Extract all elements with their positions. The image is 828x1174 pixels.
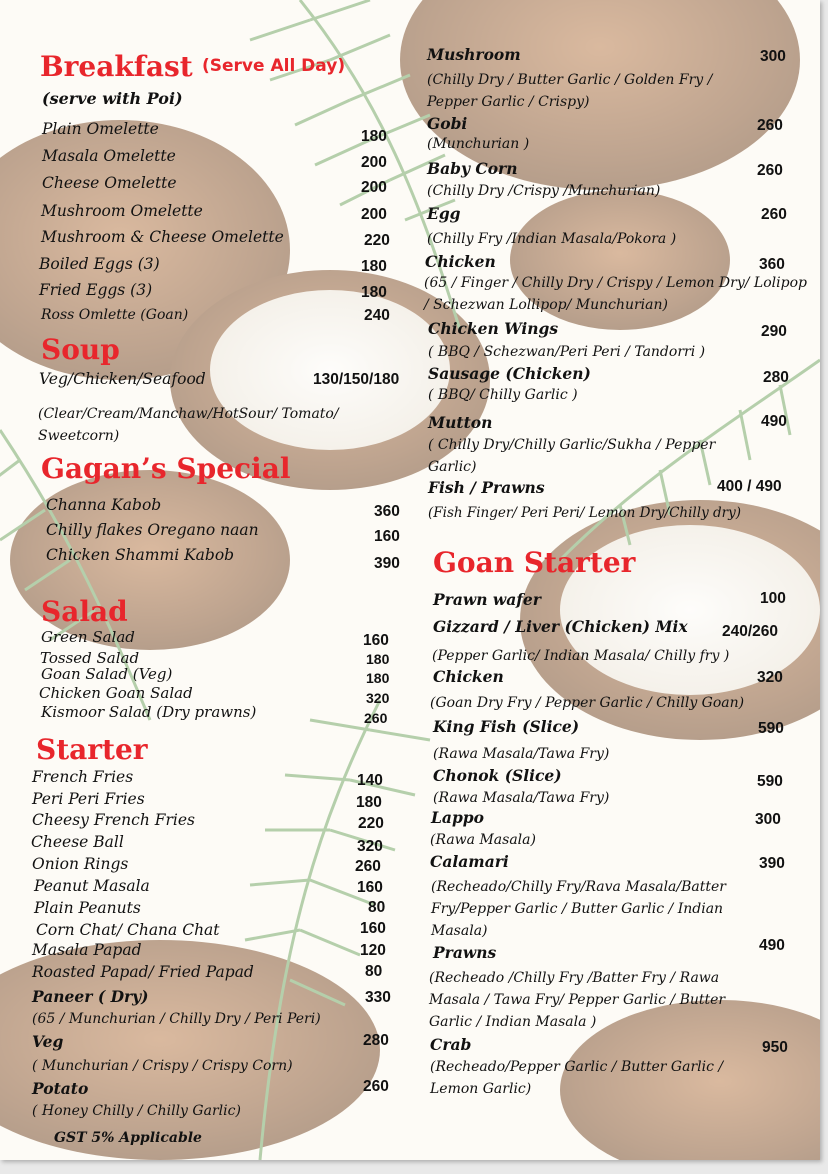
menu-item-name: Cheese Ball [31,833,124,851]
menu-item-options: (65 / Munchurian / Chilly Dry / Peri Peri) [32,1011,321,1027]
menu-item-options: (Fish Finger/ Peri Peri/ Lemon Dry/Chilly dry) [428,505,741,521]
menu-item-price: 240/260 [722,623,779,640]
menu-item-options: (Pepper Garlic/ Indian Masala/ Chilly fry ) [432,648,730,664]
menu-item-name: Chicken Goan Salad [39,684,193,702]
menu-item-price: 280 [763,369,789,386]
menu-item-name: Gizzard / Liver (Chicken) Mix [433,617,688,636]
menu-item-options: (Chilly Dry / Butter Garlic / Golden Fry / Pepper Garlic / Crispy) [427,72,713,110]
menu-item-options: (Rawa Masala/Tawa Fry) [433,790,610,806]
breakfast-note: (serve with Poi) [42,89,183,108]
menu-item-name: Mushroom & Cheese Omelette [41,228,284,246]
menu-item-price: 80 [368,899,386,916]
menu-item-price: 180 [361,128,387,145]
menu-item-options: (Munchurian ) [427,136,530,152]
menu-item-price: 180 [366,670,390,686]
menu-item-price: 300 [760,48,786,65]
menu-item-name: Fish / Prawns [428,478,545,497]
menu-item-name: Fried Eggs (3) [39,281,153,299]
menu-item-name: Baby Corn [427,159,518,178]
menu-item-name: Mushroom Omelette [41,202,203,220]
menu-item-options: (Recheado/Chilly Fry/Rava Masala/Batter Fry/Pepper Garlic / Butter Garlic / Indian Masala) [431,879,726,939]
menu-item-price: 300 [755,811,781,828]
menu-item-price: 140 [357,772,383,789]
menu-item-options: ( BBQ / Schezwan/Peri Peri / Tandorri ) [428,344,706,360]
menu-item-price: 330 [365,989,391,1006]
menu-item-price: 160 [374,528,400,545]
goan-starter-heading: Goan Starter [433,546,636,579]
menu-item-name: Egg [427,204,461,223]
menu-item-name: Boiled Eggs (3) [39,255,160,273]
menu-item-price: 390 [759,855,785,872]
menu-item-price: 260 [761,206,787,223]
menu-item-name: Chicken Wings [428,319,559,338]
menu-item-price: 260 [355,858,381,875]
menu-item-name: Chonok (Slice) [433,766,562,785]
menu-item-price: 160 [363,632,389,649]
menu-item-options: ( BBQ/ Chilly Garlic ) [428,387,578,403]
menu-item-price: 360 [374,503,400,520]
menu-item-price: 200 [361,179,387,196]
menu-item-name: Onion Rings [32,855,129,873]
menu-item-name: Chicken [433,667,504,686]
menu-item-price: 80 [365,963,383,980]
menu-item-name: Gobi [427,114,468,133]
menu-item-name: Sausage (Chicken) [428,364,591,383]
menu-item-price: 180 [366,651,390,667]
menu-item-price: 490 [759,937,785,954]
menu-item-name: Roasted Papad/ Fried Papad [32,963,254,981]
menu-item-options: (Rawa Masala/Tawa Fry) [433,746,610,762]
menu-item-name: Ross Omlette (Goan) [41,307,189,323]
menu-item-options: (Chilly Dry /Crispy /Munchurian) [427,183,661,199]
menu-item-options: ( Honey Chilly / Chilly Garlic) [32,1103,241,1119]
menu-item-price: 160 [357,879,383,896]
menu-item-name: Kismoor Salad (Dry prawns) [41,703,257,721]
menu-item-price: 260 [757,117,783,134]
menu-item-price: 280 [363,1032,389,1049]
menu-item-price: 240 [364,307,390,324]
breakfast-heading: Breakfast [40,50,193,83]
salad-heading: Salad [41,595,128,628]
menu-item-price: 320 [757,669,783,686]
menu-item-name: Lappo [431,808,484,827]
menu-item-price: 100 [760,590,786,607]
menu-item-price: 360 [759,256,785,273]
menu-item-price: 160 [360,920,386,937]
menu-item-name: Peanut Masala [34,877,150,895]
menu-item-price: 260 [757,162,783,179]
menu-item-price: 490 [761,413,787,430]
menu-item-name: Chilly flakes Oregano naan [46,521,259,539]
menu-item-price: 320 [357,838,383,855]
menu-item-name: Peri Peri Fries [32,790,145,808]
menu-item-name: Masala Papad [32,941,142,959]
menu-item-price: 120 [360,942,386,959]
menu-item-name: Green Salad [41,628,135,646]
menu-item-name: Mutton [428,413,493,432]
menu-item-name: Calamari [430,852,509,871]
menu-item-name: Cheese Omelette [42,174,177,192]
menu-item-price: 390 [374,555,400,572]
menu-item-name: Plain Peanuts [34,899,141,917]
menu-item-options: ( Chilly Dry/Chilly Garlic/Sukha / Pepper Garlic) [428,437,716,475]
menu-item-name: Plain Omelette [42,120,159,138]
menu-item-name: Masala Omelette [42,147,176,165]
soup-heading: Soup [41,333,120,366]
special-heading: Gagan’s Special [41,452,291,485]
menu-item-name: French Fries [32,768,134,786]
menu-item-name: Cheesy French Fries [32,811,195,829]
starter-heading: Starter [36,733,148,766]
menu-item-options: (Recheado/Pepper Garlic / Butter Garlic / Lemon Garlic) [430,1059,724,1097]
menu-item-price: 590 [757,773,783,790]
menu-item-price: 320 [366,690,390,706]
menu-item-options: (Clear/Cream/Manchaw/HotSour/ Tomato/ Sweetcorn) [38,406,339,444]
menu-item-price: 400 / 490 [717,478,782,495]
menu-item-options: ( Munchurian / Crispy / Crispy Corn) [32,1058,293,1074]
menu-item-name: Corn Chat/ Chana Chat [36,921,220,939]
menu-item-price: 260 [363,1078,389,1095]
menu-item-name: Prawn wafer [433,590,541,609]
menu-item-price: 180 [361,258,387,275]
menu-item-price: 130/150/180 [313,371,400,388]
menu-item-options: (Goan Dry Fry / Pepper Garlic / Chilly Goan) [430,695,745,711]
menu-item-name: Veg/Chicken/Seafood [39,370,206,388]
breakfast-tag: (Serve All Day) [202,56,346,76]
menu-item-name: Chicken [425,252,496,271]
menu-item-price: 290 [761,323,787,340]
menu-item-options: (Chilly Fry /Indian Masala/Pokora ) [427,231,677,247]
menu-item-price: 180 [356,794,382,811]
menu-item-name: Chicken Shammi Kabob [46,546,235,564]
menu-item-name: Tossed Salad [40,649,140,667]
menu-item-options: (Rawa Masala) [430,832,536,848]
menu-item-name: King Fish (Slice) [433,717,580,736]
tax-note: GST 5% Applicable [54,1130,202,1146]
menu-item-price: 220 [364,232,390,249]
menu-item-name: Prawns [433,943,497,962]
menu-item-name: Paneer ( Dry) [32,987,149,1006]
menu-item-name: Mushroom [427,45,521,64]
menu-item-price: 950 [762,1039,788,1056]
menu-item-name: Goan Salad (Veg) [41,665,173,683]
menu-item-price: 180 [361,284,387,301]
menu-item-name: Crab [430,1035,472,1054]
menu-item-name: Potato [32,1079,89,1098]
menu-item-price: 220 [358,815,384,832]
menu-item-price: 260 [364,710,388,726]
menu-item-name: Channa Kabob [46,496,162,514]
menu-item-price: 590 [758,720,784,737]
menu-item-name: Veg [32,1032,64,1051]
menu-item-price: 200 [361,154,387,171]
menu-item-price: 200 [361,206,387,223]
menu-item-options: (Recheado /Chilly Fry /Batter Fry / Rawa Masala / Tawa Fry/ Pepper Garlic / Butter Garlic / Indian Masala ) [429,970,726,1030]
menu-item-options: (65 / Finger / Chilly Dry / Crispy / Lemon Dry/ Lolipop / Schezwan Lollipop/ Munchurian) [424,275,807,313]
